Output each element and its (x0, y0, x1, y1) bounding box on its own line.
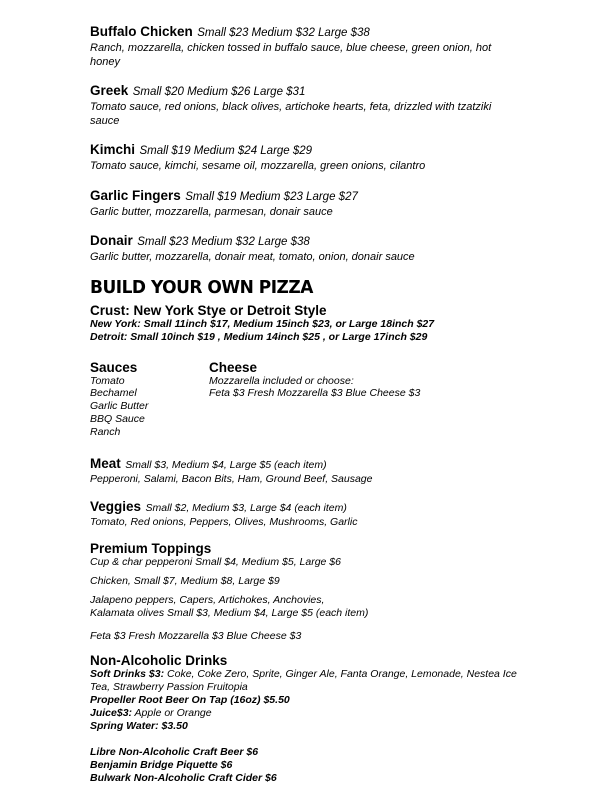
veggies-price: Small $2, Medium $3, Large $4 (each item) (145, 502, 347, 515)
premium-toppings-section (90, 541, 590, 643)
pizza-name: Garlic Fingers (90, 187, 181, 203)
sauce-item: Bechamel (90, 387, 137, 400)
premium-topping-line: Kalamata olives Small $3, Medium $4, Large $5 (each item) (90, 606, 369, 619)
build-your-own-heading: BUILD YOUR OWN PIZZA (90, 277, 313, 298)
premium-toppings-heading: Premium Toppings (90, 541, 212, 557)
spring-water-line: Spring Water: $3.50 (90, 719, 188, 732)
pizza-description: Garlic butter, mozzarella, donair meat, tomato, onion, donair sauce (90, 251, 415, 263)
pizza-price: Small $23 Medium $32 Large $38 (197, 27, 370, 39)
pizza-price: Small $20 Medium $26 Large $31 (132, 86, 306, 98)
veggies-items: Tomato, Red onions, Peppers, Olives, Mushrooms, Garlic (90, 516, 358, 529)
craft-drink-item: Bulwark Non-Alcoholic Craft Cider $6 (90, 771, 277, 784)
craft-drink-item: Libre Non-Alcoholic Craft Beer $6 (90, 745, 259, 758)
pizza-item-buffalo-chicken (90, 23, 590, 69)
soft-drinks-line (90, 668, 530, 694)
premium-topping-line: Cup & char pepperoni Small $4, Medium $5, Large $6 (90, 556, 341, 569)
pizza-name: Kimchi (90, 142, 136, 157)
pizza-description: Tomato sauce, red onions, black olives, artichoke hearts, feta, drizzled with tzatziki sauce (90, 101, 492, 127)
veggies-heading: Veggies (90, 499, 142, 515)
pizza-name: Donair (90, 233, 133, 248)
sauces-heading: Sauces (90, 359, 138, 375)
craft-drink-item: Benjamin Bridge Piquette $6 (90, 758, 233, 771)
crust-heading: Crust: New York Stye or Detroit Style (90, 302, 327, 318)
cheese-column (209, 360, 569, 439)
pizza-item-kimchi (90, 141, 590, 174)
crust-detroit: Detroit: Small 10inch $19 , Medium 14inch $25 , or Large 17inch $29 (90, 330, 428, 343)
pizza-description: Ranch, mozzarella, chicken tossed in buffalo sauce, blue cheese, green onion, hot honey (90, 42, 492, 68)
cheese-line: Mozzarella included or choose: (209, 374, 354, 387)
meat-heading: Meat (90, 456, 121, 472)
crust-new-york: New York: Small 11inch $17, Medium 15inch $23, or Large 18inch $27 (90, 317, 435, 330)
veggies-section (90, 498, 590, 529)
juice-label: Juice$3: (90, 706, 133, 719)
meat-items: Pepperoni, Salami, Bacon Bits, Ham, Ground Beef, Sausage (90, 473, 373, 486)
juice-items: Apple or Orange (132, 706, 212, 719)
cheese-line: Feta $3 Fresh Mozzarella $3 Blue Cheese $3 (209, 387, 421, 400)
pizza-description: Garlic butter, mozzarella, parmesan, donair sauce (90, 205, 333, 218)
pizza-item-donair (90, 232, 590, 265)
cheese-heading: Cheese (209, 359, 258, 375)
drinks-section (90, 653, 590, 785)
root-beer-line: Propeller Root Beer On Tap (16oz) $5.50 (90, 693, 290, 706)
premium-topping-line: Chicken, Small $7, Medium $8, Large $9 (90, 575, 280, 588)
pizza-name: Buffalo Chicken (90, 24, 193, 39)
pizza-price: Small $23 Medium $32 Large $38 (137, 236, 310, 248)
sauces-cheese-section (90, 360, 590, 439)
menu-page (90, 23, 590, 785)
juice-line (90, 707, 590, 720)
pizza-item-greek (90, 82, 590, 128)
pizza-item-garlic-fingers (90, 187, 590, 220)
premium-topping-line: Feta $3 Fresh Mozzarella $3 Blue Cheese $3 (90, 629, 302, 642)
pizza-price: Small $19 Medium $24 Large $29 (139, 145, 313, 157)
premium-topping-line: Jalapeno peppers, Capers, Artichokes, Anchovies, (90, 594, 325, 607)
pizza-price: Small $19 Medium $23 Large $27 (185, 190, 358, 203)
craft-drinks-list (90, 746, 590, 785)
meat-section (90, 455, 590, 486)
soft-drinks-items: Coke, Coke Zero, Sprite, Ginger Ale, Fanta Orange, Lemonade, Nestea Ice Tea, Strawberry Passion Fruitopia (90, 667, 517, 693)
soft-drinks-label: Soft Drinks $3: (90, 667, 165, 680)
meat-price: Small $3, Medium $4, Large $5 (each item) (125, 459, 327, 472)
sauce-item: Garlic Butter (90, 400, 149, 413)
sauces-column (90, 360, 209, 439)
pizza-description: Tomato sauce, kimchi, sesame oil, mozzarella, green onions, cilantro (90, 160, 426, 172)
drinks-heading: Non-Alcoholic Drinks (90, 652, 228, 668)
sauce-item: Ranch (90, 425, 121, 438)
sauce-item: BBQ Sauce (90, 412, 145, 425)
pizza-name: Greek (90, 83, 129, 98)
sauce-item: Tomato (90, 374, 125, 387)
